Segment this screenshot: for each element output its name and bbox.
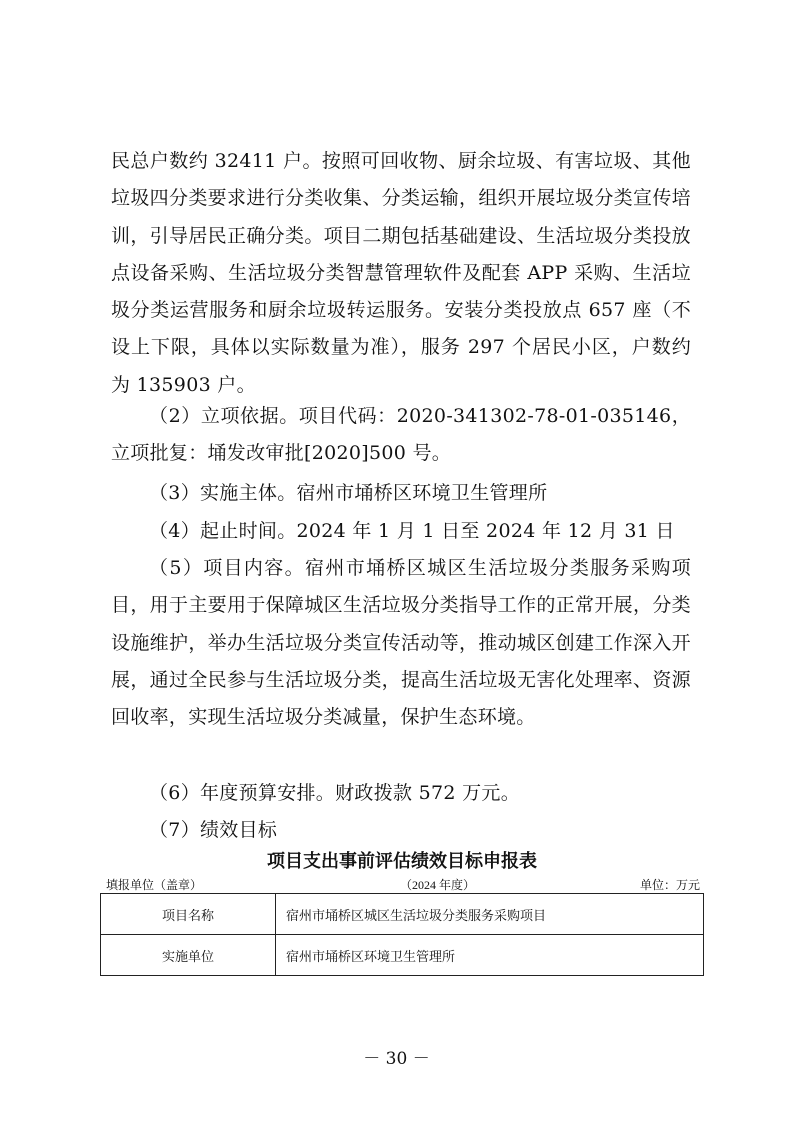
paragraph-performance-target: （7）绩效目标 — [149, 819, 278, 841]
table-row — [101, 894, 704, 935]
table-meta-row — [100, 876, 704, 894]
fiscal-year-label: （2024 年度） — [400, 878, 476, 892]
project-name-value: 宿州市埇桥区城区生活垃圾分类服务采购项目 — [276, 894, 704, 935]
table-row — [101, 935, 704, 976]
table-title: 项目支出事前评估绩效目标申报表 — [267, 851, 537, 872]
fill-unit-label: 填报单位（盖章） — [106, 878, 203, 892]
paragraph-implementing-entity: （3）实施主体。宿州市埇桥区环境卫生管理所 — [149, 482, 548, 504]
paragraph-project-overview: 民总户数约 32411 户。按照可回收物、厨余垃圾、有害垃圾、其他垃圾四分类要求进行分类收集、分类运输，组织开展垃圾分类宣传培训，引导居民正确分类。项目二期包括基础建设、生活垃圾分类投放点设备采购、生活垃圾分类智慧管理软件及配套 APP 采购、生活垃圾分类运营服务和厨余垃圾转运服务。安装分类投放点 657 座（不设上下限，具体以实际数量为准），服务 297 个居民小区，户数约为 135903 户。 — [111, 150, 691, 396]
currency-unit-label: 单位：万元 — [639, 878, 700, 892]
implementing-unit-label: 实施单位 — [101, 935, 276, 976]
paragraph-project-basis: （2）立项依据。项目代码：2020-341302-78-01-035146，立项批复：埇发改审批[2020]500 号。 — [111, 405, 691, 465]
paragraph-annual-budget: （6）年度预算安排。财政拨款 572 万元。 — [149, 782, 521, 804]
paragraph-project-content: （5）项目内容。宿州市埇桥区城区生活垃圾分类服务采购项目，用于主要用于保障城区生活垃圾分类指导工作的正常开展，分类设施维护，举办生活垃圾分类宣传活动等，推动城区创建工作深入开展，通过全民参与生活垃圾分类，提高生活垃圾无害化处理率、资源回收率，实现生活垃圾分类减量，保护生态环境。 — [111, 557, 691, 729]
performance-target-table — [100, 893, 704, 976]
implementing-unit-value: 宿州市埇桥区环境卫生管理所 — [276, 935, 704, 976]
paragraph-project-period: （4）起止时间。2024 年 1 月 1 日至 2024 年 12 月 31 日 — [149, 520, 675, 542]
project-name-label: 项目名称 — [101, 894, 276, 935]
page-number: － 30 － — [363, 1049, 430, 1069]
